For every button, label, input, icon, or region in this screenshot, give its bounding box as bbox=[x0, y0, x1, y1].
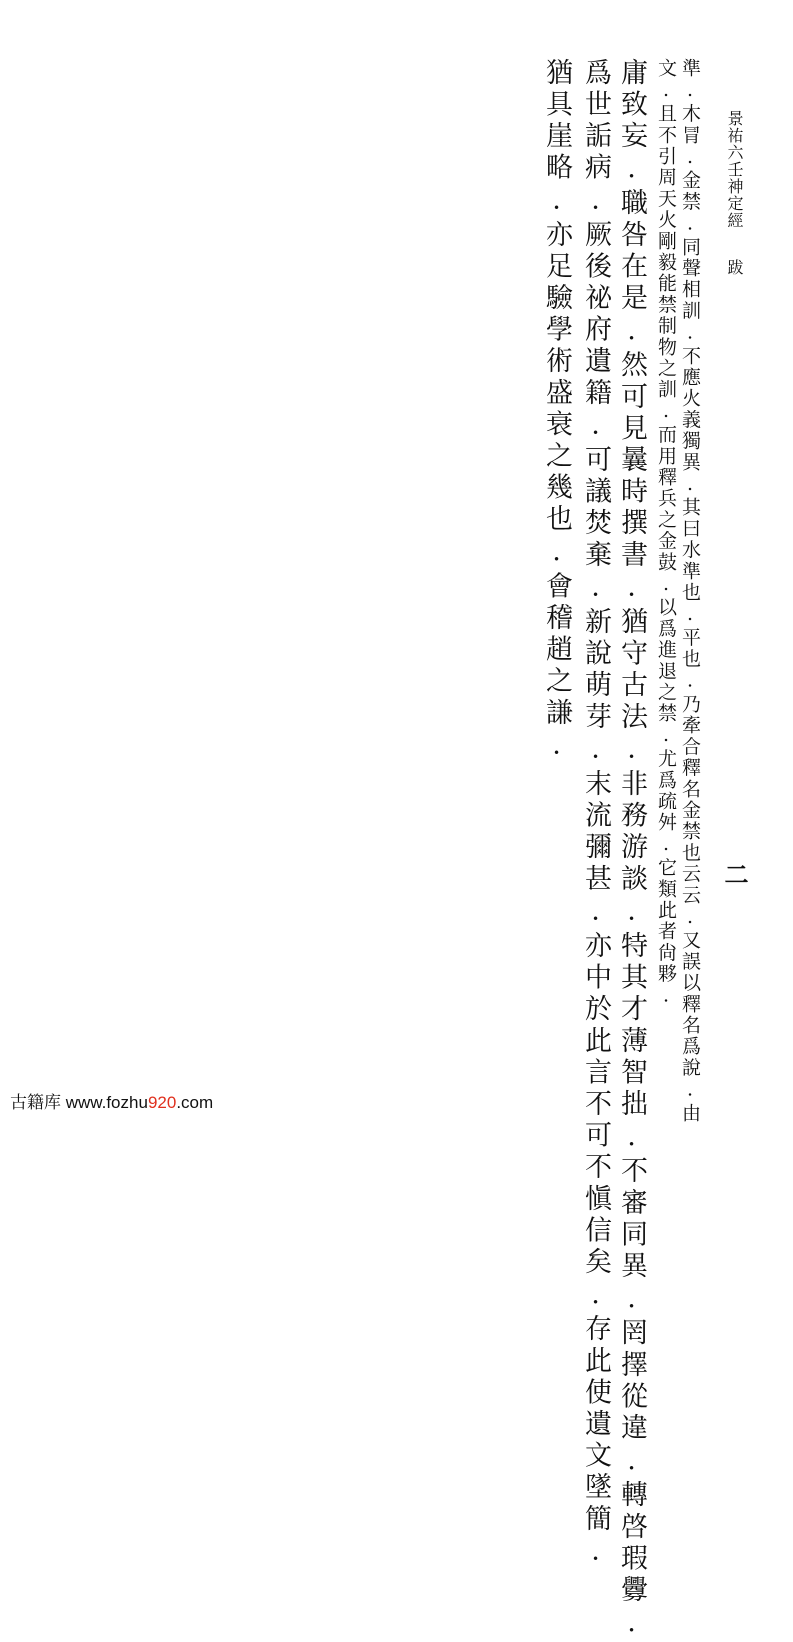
section-label: 跋 bbox=[725, 259, 744, 276]
watermark-suffix: .com bbox=[176, 1093, 214, 1112]
text-column-1: 準.木冐.金禁.同聲相訓.不應火義獨異.其曰水準也.平也.乃牽合釋名金禁也云云.又誤以釋名爲說.由 bbox=[679, 58, 701, 1124]
text-column-3: 庸致妄.職咎在是.然可見曩時撰書.猶守古法.非務游談.特其才薄智拙.不審同異.罔擇從違.轉啓瑕釁. bbox=[616, 58, 647, 1642]
text-column-5: 猶具崖略.亦足驗學術盛衰之幾也.會稽趙之謙. bbox=[541, 58, 572, 766]
watermark-prefix: 古籍库 www.fozhu bbox=[10, 1093, 148, 1112]
watermark-accent: 920 bbox=[147, 1093, 177, 1112]
text-column-4: 爲世詬病.厥後祕府遺籍.可議焚棄.新說萌芽.末流彌甚.亦中於此言不可不愼信矣.存此使遺文墜簡. bbox=[580, 58, 611, 1572]
text-column-2: 文.且不引周天火剛毅能禁制物之訓.而用釋兵之金鼓.以爲進退之禁.尤爲疏舛.它類此者尙夥. bbox=[655, 58, 677, 1009]
book-title: 景祐六壬神定經 bbox=[725, 110, 744, 229]
running-header bbox=[726, 110, 742, 276]
site-watermark bbox=[10, 1088, 213, 1113]
page-number: 二 bbox=[720, 862, 749, 886]
